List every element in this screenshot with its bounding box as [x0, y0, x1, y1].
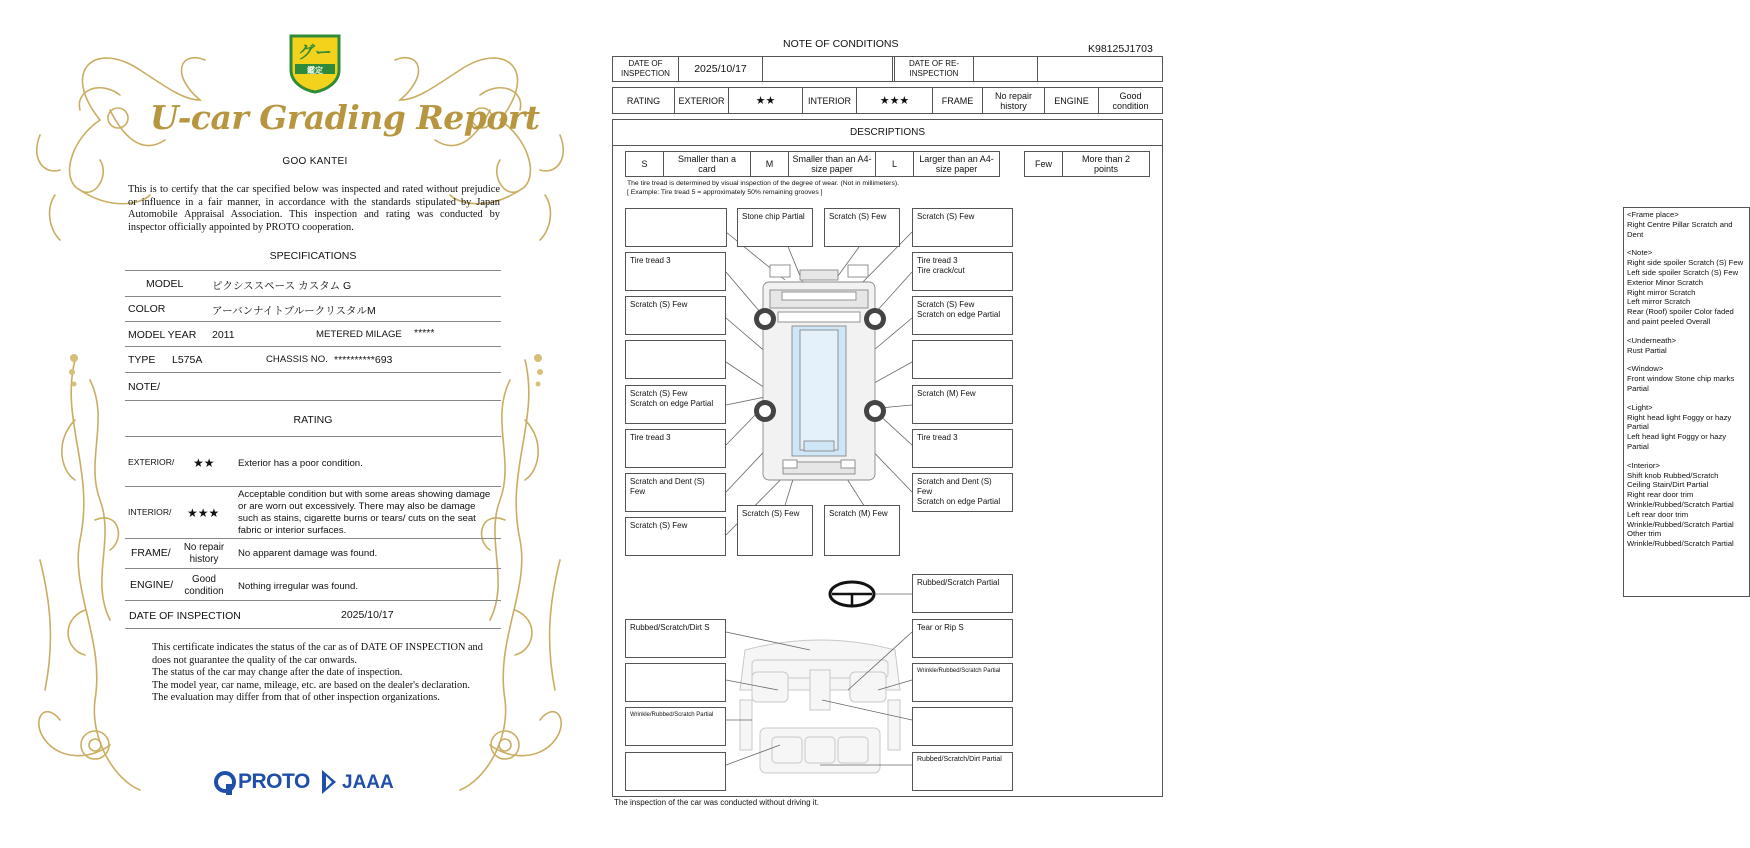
note-right-rear: Scratch and Dent (S) Few Scratch on edge Partial: [912, 473, 1013, 512]
model-label: MODEL: [146, 278, 184, 290]
note-box-empty: [912, 340, 1013, 379]
sheet-footer-note: The inspection of the car was conducted without driving it.: [614, 798, 819, 807]
divider: [125, 296, 501, 297]
report-title: U-car Grading Report: [150, 98, 540, 137]
date-of-inspection-label: DATE OF INSPECTION: [613, 57, 679, 81]
note-bottom-center-left: Scratch (S) Few: [737, 505, 813, 556]
interior-stars: ★★★: [187, 506, 220, 520]
frame-label: FRAME: [933, 88, 983, 113]
note-box-empty: [625, 340, 726, 379]
exterior-description: Exterior has a poor condition.: [238, 458, 363, 469]
divider: [125, 400, 501, 401]
legend-s-desc: Smaller than a card: [664, 152, 751, 176]
note-right-door-front: Wrinkle/Rubbed/Scratch Partial: [912, 663, 1013, 702]
svg-text:鑑定: 鑑定: [307, 66, 323, 75]
date-of-inspection-value: 2025/10/17: [341, 609, 394, 621]
side-note-window: <Window> Front window Stone chip marks Partial: [1627, 364, 1735, 393]
note-right-front: Scratch (S) Few Scratch on edge Partial: [912, 296, 1013, 335]
exterior-label: EXTERIOR/: [128, 457, 175, 467]
note-left-bottom: Scratch (S) Few: [625, 517, 726, 556]
proto-logo-text: PROTO: [238, 770, 310, 793]
footer-line: This certificate indicates the status of the car as of DATE OF INSPECTION and does not guarantee the quality of the car onwards.: [152, 642, 483, 666]
note-right-rear-interior: Rubbed/Scratch/Dirt Partial: [912, 752, 1013, 791]
mileage-value: *****: [414, 327, 435, 339]
note-top-right: Scratch (S) Few: [912, 208, 1013, 247]
side-note-note: <Note> Right side spoiler Scratch (S) Few Left side spoiler Scratch (S) Few Exterior Minor Scratch Right mirror Scratch Left mirror Scratch Rear (Roof) spoiler Color faded and paint peeled Overall: [1627, 248, 1744, 326]
engine-value: Good condition: [184, 574, 224, 597]
note-of-conditions-sheet: [600, 0, 1744, 848]
side-note-interior: <Interior> Shift knob Rubbed/Scratch Ceiling Stain/Dirt Partial Right rear door trim Wrinkle/Rubbed/Scratch Partial Left rear door trim Wrinkle/Rubbed/Scratch Partial Other trim Wrinkle/Rubbed/Scratch Partial: [1627, 460, 1734, 549]
date-of-reinspection-label: DATE OF RE-INSPECTION: [894, 57, 974, 81]
note-left-rear: Scratch and Dent (S) Few: [625, 473, 726, 512]
note-top-center-left: Stone chip Partial: [737, 208, 813, 247]
engine-label: ENGINE: [1045, 88, 1099, 113]
legend-m: M: [751, 152, 789, 176]
divider: [125, 270, 501, 271]
legend-few-desc: More than 2 points: [1081, 154, 1131, 174]
footer-line: The model year, car name, mileage, etc. are based on the dealer's declaration.: [152, 679, 470, 691]
note-box-empty: [625, 663, 726, 702]
proto-logo-icon: [212, 770, 238, 796]
divider: [125, 600, 501, 601]
engine-value: Good condition: [1112, 90, 1149, 111]
type-value: L575A: [172, 354, 203, 366]
certificate-footer: [152, 642, 492, 705]
frame-description: No apparent damage was found.: [238, 548, 378, 559]
date-of-inspection-value: 2025/10/17: [679, 57, 763, 81]
divider: [125, 372, 501, 373]
note-left-tire-front: Tire tread 3: [625, 252, 726, 291]
interior-description: Acceptable condition but with some areas showing damage or are worn out excessively. There may also be damage such as stains, cigarette burns or tears/ cuts on the seat fabric or interior surfaces.: [238, 489, 491, 536]
type-label: TYPE: [128, 354, 156, 366]
descriptions-title: DESCRIPTIONS: [849, 127, 925, 138]
legend-s: S: [626, 152, 664, 176]
frame-label: FRAME/: [131, 547, 171, 559]
color-label: COLOR: [128, 303, 166, 315]
side-notes: [1623, 207, 1750, 597]
frame-value: No repair history: [983, 88, 1045, 113]
engine-description: Nothing irregular was found.: [238, 581, 358, 592]
side-note-frame: <Frame place> Right Centre Pillar Scratch and Dent: [1627, 210, 1733, 239]
note-right-dash: Tear or Rip S: [912, 619, 1013, 658]
note-right-tire-front: Tire tread 3 Tire crack/cut: [912, 252, 1013, 291]
note-right-tire-rear: Tire tread 3: [912, 429, 1013, 468]
engine-label: ENGINE/: [130, 579, 174, 591]
chassis-value: **********693: [334, 354, 393, 366]
side-note-light: <Light> Right head light Foggy or hazy Partial Left head light Foggy or hazy Partial: [1627, 402, 1732, 451]
grading-certificate: [0, 0, 600, 848]
interior-stars: ★★★: [857, 88, 933, 113]
color-value: アーバンナイトブルークリスタルM: [212, 305, 376, 317]
note-left-door-rear: Wrinkle/Rubbed/Scratch Partial: [625, 707, 726, 746]
interior-label: INTERIOR/: [128, 507, 172, 517]
note-bottom-center-right: Scratch (M) Few: [824, 505, 900, 556]
note-box-empty: [625, 208, 727, 247]
model-year-label: MODEL YEAR: [128, 329, 197, 341]
legend-l: L: [876, 152, 914, 176]
footer-line: The evaluation may differ from that of other inspection organizations.: [152, 692, 440, 703]
footer-line: The status of the car may change after the date of inspection.: [152, 667, 403, 678]
divider: [125, 321, 501, 322]
mileage-label: METERED MILAGE: [316, 329, 402, 340]
side-note-underneath: <Underneath> Rust Partial: [1627, 335, 1677, 355]
divider: [125, 628, 501, 629]
note-left-front: Scratch (S) Few: [625, 296, 726, 335]
note-box-empty: [912, 707, 1013, 746]
legend-l-desc: Larger than an A4-size paper: [919, 154, 994, 174]
goo-kantei-badge-icon: [287, 30, 343, 94]
divider: [125, 538, 501, 539]
sheet-title: NOTE OF CONDITIONS: [783, 38, 899, 50]
legend-few: Few: [1025, 152, 1063, 176]
frame-value: No repair history: [183, 542, 225, 565]
divider: [125, 568, 501, 569]
interior-label: INTERIOR: [803, 88, 857, 113]
issuer-name: GOO KANTEI: [282, 156, 348, 167]
divider: [125, 436, 501, 437]
jaaa-logo-icon: [318, 768, 340, 796]
note-box-empty: [625, 752, 726, 791]
tire-note-line: The tire tread is determined by visual inspection of the degree of wear. (Not in millimeters).: [627, 180, 899, 187]
note-top-center-right: Scratch (S) Few: [824, 208, 900, 247]
model-year-value: 2011: [212, 329, 235, 341]
note-left-rear-door: Scratch (S) Few Scratch on edge Partial: [625, 385, 726, 424]
exterior-stars: ★★: [729, 88, 803, 113]
jaaa-logo-text: JAAA: [342, 772, 394, 793]
note-label: NOTE/: [128, 381, 161, 393]
date-of-inspection-label: DATE OF INSPECTION: [129, 610, 241, 622]
chassis-label: CHASSIS NO.: [266, 354, 328, 365]
divider: [125, 486, 501, 487]
specifications-title: SPECIFICATIONS: [269, 250, 357, 262]
exterior-stars: ★★: [193, 456, 215, 470]
rating-label: RATING: [613, 88, 675, 113]
exterior-label: EXTERIOR: [675, 88, 729, 113]
legend-m-desc: Smaller than an A4-size paper: [789, 152, 876, 176]
steering-wheel-icon: [830, 582, 912, 606]
svg-text:グー: グー: [298, 43, 332, 63]
note-right-mid: Scratch (M) Few: [912, 385, 1013, 424]
model-value: ピクシススペース カスタム G: [212, 280, 352, 292]
note-left-dash: Rubbed/Scratch/Dirt S: [625, 619, 726, 658]
divider: [125, 346, 501, 347]
note-steering: Rubbed/Scratch Partial: [912, 574, 1013, 613]
sheet-code: K98125J1703: [1088, 43, 1153, 55]
note-left-tire-rear: Tire tread 3: [625, 429, 726, 468]
tire-note-line: [ Example: Tire tread 5 = approximately 50% remaining grooves ]: [627, 188, 823, 196]
rating-title: RATING: [293, 414, 333, 426]
certificate-intro: This is to certify that the car specified below was inspected and rated without prejudice or influence in a fair manner, in accordance with the standards stipulated by Japan Automobile Appraisal Association. This inspection and rating was conducted by inspector officially appointed by PROTO cooperation.: [128, 184, 500, 233]
